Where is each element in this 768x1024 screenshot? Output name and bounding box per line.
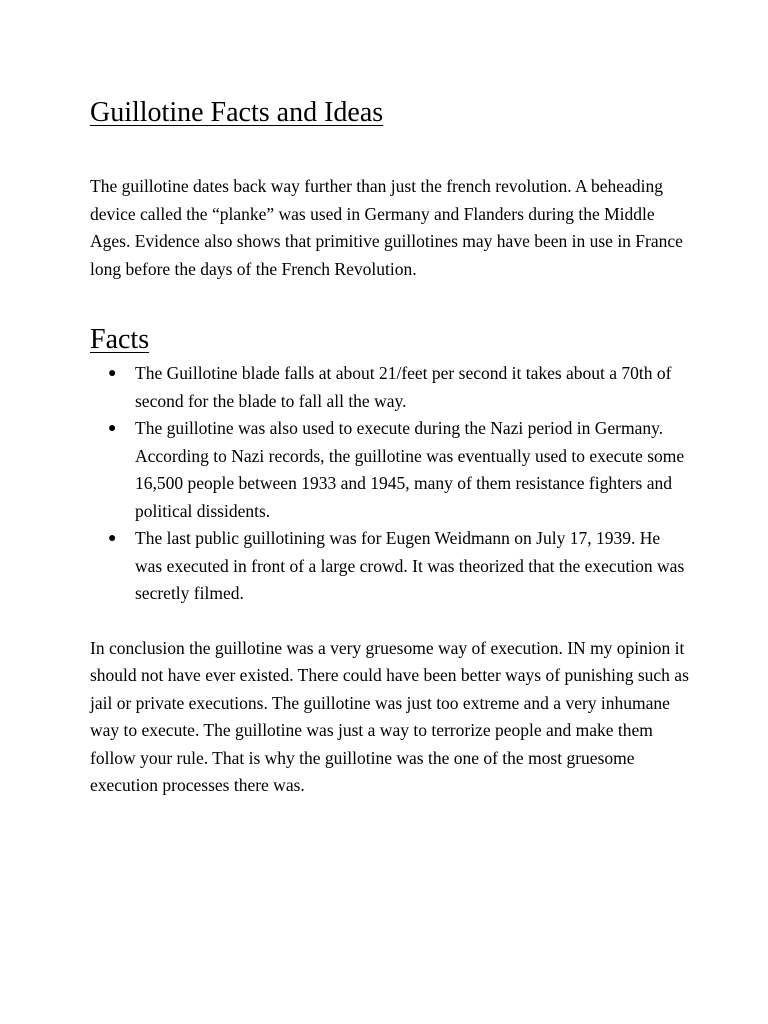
fact-item [90,360,690,415]
fact-text: The Guillotine blade falls at about 21/feet per second it takes about a 70th of second for the blade to fall all the way. [135,363,672,411]
bullet-icon: ● [108,531,117,546]
fact-text: The last public guillotining was for Eugen Weidmann on July 17, 1939. He was executed in front of a large crowd. It was theorized that the execution was secretly filmed. [135,528,685,603]
facts-list [90,360,690,608]
bullet-icon: ● [108,421,117,436]
conclusion-paragraph: In conclusion the guillotine was a very gruesome way of execution. IN my opinion it should not have ever existed. There could have been better ways of punishing such as jail or private executions. The guillotine was just too extreme and a very inhumane way to execute. The guillotine was just a way to terrorize people and make them follow your rule. That is why the guillotine was the one of the most gruesome execution processes there was. [90,637,689,795]
facts-heading: Facts [90,324,150,355]
document-page [90,93,690,800]
fact-item [90,415,690,525]
document-title: Guillotine Facts and Ideas [90,97,384,128]
fact-text: The guillotine was also used to execute during the Nazi period in Germany. According to Nazi records, the guillotine was eventually used to execute some 16,500 people between 1933 and 1945, many of them resistance fighters and political dissidents. [135,418,685,521]
intro-paragraph: The guillotine dates back way further than just the french revolution. A beheading device called the “planke” was used in Germany and Flanders during the Middle Ages. Evidence also shows that primitive guillotines may have been in use in France long before the days of the French Revolution. [90,176,683,279]
fact-item [90,525,690,608]
bullet-icon: ● [108,366,117,381]
